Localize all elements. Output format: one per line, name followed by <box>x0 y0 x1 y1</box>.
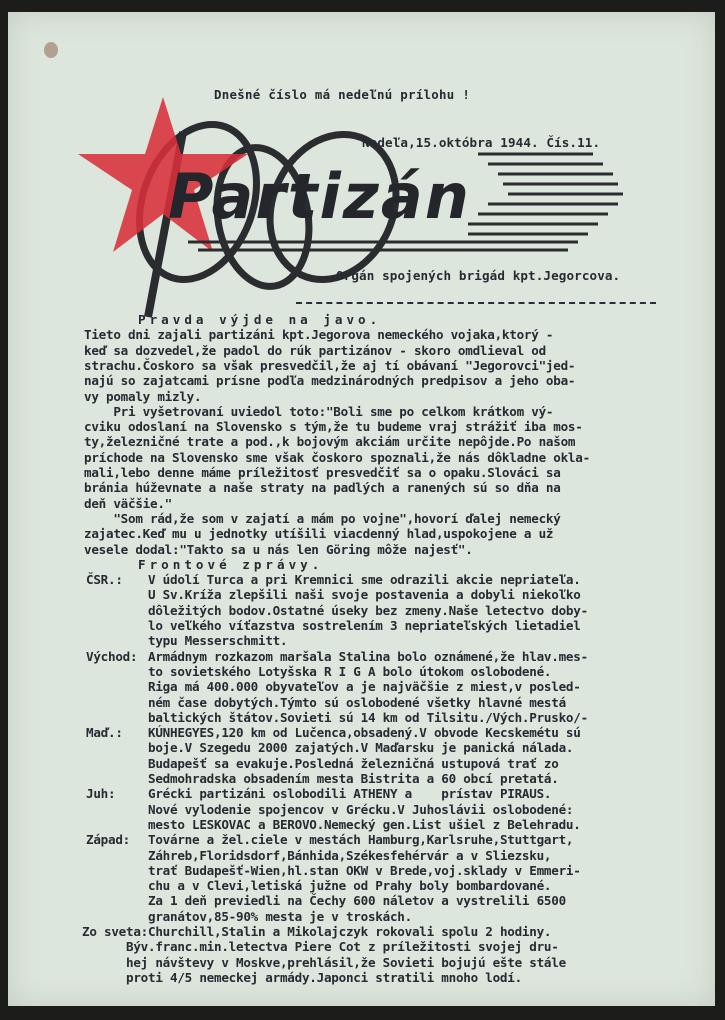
newspaper-page <box>8 12 715 1006</box>
article-heading: Pravda výjde na javo. <box>138 312 382 327</box>
article-line: deň väčšie." <box>84 495 172 511</box>
region-label: Maď.: <box>86 725 123 741</box>
region-label: ČSR.: <box>86 572 123 588</box>
article-line: vy pomaly mizly. <box>84 388 202 404</box>
report-line: mesto LESKOVAC a BEROVO.Nemecký gen.List ušiel z Belehradu. <box>148 816 581 832</box>
report-line: dôležitých bodov.Ostatné úseky bez zmeny.Naše letectvo doby- <box>148 602 588 618</box>
report-line: Nové vylodenie spojencov v Grécku.V Juhoslávii oslobodené: <box>148 801 574 817</box>
report-line: Býv.franc.min.letectva Piere Cot z príležitosti svojej dru- <box>126 939 559 955</box>
report-line: typu Messerschmitt. <box>148 633 288 649</box>
section-heading: Frontové zprávy. <box>138 556 324 572</box>
report-line: Sedmohradska obsadením mesta Bistrita a 60 obcí pretatá. <box>148 771 559 786</box>
report-line: Riga má 400.000 obyvateľov a je najväčšie z miest,v posled- <box>148 679 581 695</box>
report-line: proti 4/5 nemeckej armády.Japonci stratili mnoho lodí. <box>126 969 522 985</box>
report-line: ném čase dobytých.Týmto sú oslobodené všetky hlavné mestá <box>148 694 566 710</box>
report-line: Za 1 deň previedli na Čechy 600 náletov a vystrelili 6500 <box>148 893 566 909</box>
report-line: granátov,85-90% mesta je v troskách. <box>148 908 412 924</box>
report-line: hej návštevy v Moskve,prehlásil,že Sovieti bojujú ešte stále <box>126 954 566 970</box>
report-line: Armádnym rozkazom maršala Stalina bolo oznámené,že hlav.mes- <box>148 648 588 664</box>
masthead-title: Partizán <box>168 160 471 233</box>
report-line: Budapešť sa evakuje.Posledná železničná ustupová trať zo <box>148 755 559 771</box>
report-line: to sovietského Lotyšska R I G A bolo útokom oslobodené. <box>148 663 552 679</box>
paper-stain <box>44 42 58 58</box>
supplement-notice: Dnešné číslo má nedeľnú prílohu ! <box>214 87 471 102</box>
report-line: chu a v Clevi,letiská južne od Prahy boly bombardované. <box>148 878 552 894</box>
report-line: trať Budapešť-Wien,hl.stan OKW v Brede,voj.sklady v Emmeri- <box>148 862 581 878</box>
article-line: zajatec.Keď mu u jednotky utíšili viacdenný hlad,uspokojene a už <box>84 526 554 542</box>
report-line: Továrne a žel.ciele v mestách Hamburg,Karlsruhe,Stuttgart, <box>148 832 574 848</box>
region-label: Západ: <box>86 832 130 848</box>
report-line: boje.V Szegedu 2000 zajatých.V Maďarsku je panická nálada. <box>148 740 574 756</box>
article-line: strachu.Čoskoro sa však presvedčil,že aj tí obávaní "Jegorovci"jed- <box>84 357 576 373</box>
article-line: ty,železničné trate a pod.,k bojovým akciám určite nepôjde.Po našom <box>84 434 576 450</box>
article-line: "Som rád,že som v zajatí a mám po vojne",hovorí ďalej nemecký <box>84 510 561 526</box>
issue-date: Nedeľa,15.októbra 1944. Čís.11. <box>362 135 601 150</box>
article-line: Tieto dni zajali partizáni kpt.Jegorova nemeckého vojaka,ktorý - <box>84 327 554 343</box>
region-label: Východ: <box>86 648 138 664</box>
report-line: lo veľkého víťazstva sostrelením 3 nepriateľských lietadiel <box>148 618 581 633</box>
article-line: najú so zajatcami prísne podľa medzinárodných predpisov a jeho oba- <box>84 373 576 389</box>
report-line: Záhreb,Floridsdorf,Bánhida,Székesfehérvár a v Sliezsku, <box>148 847 552 863</box>
article-line: bránia húževnate a naše straty na padlých a ranených sú so dňa na <box>84 480 561 496</box>
report-line: Grécki partizáni oslobodili ATHENY a prístav PIRAUS. <box>148 786 552 802</box>
article-line: príchode na Slovensko sme však čoskoro spoznali,že nás dôkladne okla- <box>84 449 590 465</box>
masthead-subtitle: Orgán spojených brigád kpt.Jegorcova. <box>336 268 621 283</box>
article-line: mali,lebo denne máme príležitosť presvedčiť sa o opaku.Slováci sa <box>84 465 561 480</box>
region-label: Zo sveta: <box>82 924 148 939</box>
article-line: keď sa dozvedel,že padol do rúk partizánov - skoro omdlieval od <box>84 342 546 358</box>
header-rule <box>296 302 656 304</box>
article-line: vesele dodal:"Takto sa u nás len Göring môže najesť". <box>84 541 473 557</box>
report-line: baltických štátov.Sovieti sú 14 km od Tilsitu./Vých.Prusko/- <box>148 709 588 725</box>
report-line: KÚNHEGYES,120 km od Lučenca,obsadený.V obvode Kecskemétu sú <box>148 725 581 741</box>
report-line: Churchill,Stalin a Mikolajczyk rokovali spolu 2 hodiny. <box>148 924 552 939</box>
article-line: cviku odoslaní na Slovensko s tým,že tu budeme vraj strážiť iba mos- <box>84 419 583 435</box>
report-line: V údolí Turca a pri Kremnici sme odrazili akcie nepriateľa. <box>148 572 581 588</box>
article-line: Pri vyšetrovaní uviedol toto:"Boli sme po celkom krátkom vý- <box>84 403 554 419</box>
report-line: U Sv.Kríža zlepšili naši svoje postavenia a dobyli niekoľko <box>148 587 581 603</box>
region-label: Juh: <box>86 786 116 802</box>
